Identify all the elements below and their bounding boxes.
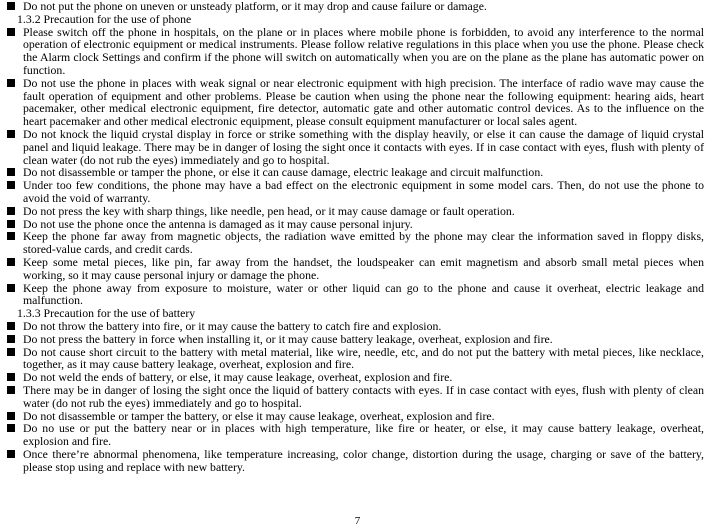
square-bullet-icon <box>7 28 15 36</box>
square-bullet-icon <box>7 130 15 138</box>
square-bullet-icon <box>7 232 15 240</box>
list-item: Please switch off the phone in hospitals, on the plane or in places where mobile phone is forbidden, to avoid any interference to the normal operation of electronic equipment or medical instruments. Please follow relative regulations in this place when you use the phone. Please check the Alarm clock Settings and confirm if the phone will switch on automatically when you are on the plane as the plane has automatic power on function. <box>3 26 704 77</box>
square-bullet-icon <box>7 424 15 432</box>
page-number: 7 <box>354 515 361 527</box>
list-item: Do not cause short circuit to the battery with metal material, like wire, needle, etc, and do not put the battery with metal pieces, like necklace, together, as it may cause battery leakage, overheat, explosion and fire. <box>3 346 704 372</box>
list-item: Do not press the battery in force when installing it, or it may cause battery leakage, overheat, explosion and fire. <box>3 333 704 346</box>
list-item: Keep some metal pieces, like pin, far away from the handset, the loudspeaker can emit magnetism and absorb small metal pieces when working, so it may cause personal injury or damage the phone. <box>3 256 704 282</box>
square-bullet-icon <box>7 79 15 87</box>
list-item: Do not throw the battery into fire, or it may cause the battery to catch fire and explosion. <box>3 320 704 333</box>
square-bullet-icon <box>7 207 15 215</box>
list-item: Do no use or put the battery near or in places with high temperature, like fire or heater, or else, it may cause battery leakage, overheat, explosion and fire. <box>3 422 704 448</box>
list-item: Do not knock the liquid crystal display in force or strike something with the display heavily, or else it can cause the damage of liquid crystal panel and liquid leakage. There may be in danger of losing the sight once it contacts with eyes. If in case contact with eyes, flush with plenty of clean water (do not rub the eyes) immediately and go to hospital. <box>3 128 704 166</box>
square-bullet-icon <box>7 168 15 176</box>
square-bullet-icon <box>7 450 15 458</box>
list-item: Under too few conditions, the phone may have a bad effect on the electronic equipment in some model cars. Then, do not use the phone to avoid the void of warranty. <box>3 179 704 205</box>
list-item: Do not disassemble or tamper the battery, or else it may cause leakage, overheat, explosion and fire. <box>3 410 704 423</box>
list-item: Once there’re abnormal phenomena, like temperature increasing, color change, distortion during the usage, charging or save of the battery, please stop using and replace with new battery. <box>3 448 704 474</box>
square-bullet-icon <box>7 348 15 356</box>
section-heading: 1.3.3 Precaution for the use of battery <box>17 306 196 321</box>
square-bullet-icon <box>7 373 15 381</box>
square-bullet-icon <box>7 258 15 266</box>
square-bullet-icon <box>7 412 15 420</box>
square-bullet-icon <box>7 220 15 228</box>
list-item: Do not press the key with sharp things, like needle, pen head, or it may cause damage or fault operation. <box>3 205 704 218</box>
list-item: Keep the phone away from exposure to moisture, water or other liquid can go to the phone and cause it overheat, electric leakage and malfunction. <box>3 282 704 308</box>
list-item: Do not put the phone on uneven or unsteady platform, or it may drop and cause failure or damage. <box>3 0 704 13</box>
list-item: Do not use the phone in places with weak signal or near electronic equipment with high precision. The interface of radio wave may cause the fault operation of equipment and other problems. Please be caution when using the phone near the following equipment: hearing aids, heart pacemaker, other medical electronic equipment, fire detector, automatic gate and other automatic control devices. As to the influence on the heart pacemaker and other medical electronic equipment, please consult equipment manufacturer or local sales agent. <box>3 77 704 128</box>
square-bullet-icon <box>7 335 15 343</box>
list-item: Do not weld the ends of battery, or else, it may cause leakage, overheat, explosion and fire. <box>3 371 704 384</box>
square-bullet-icon <box>7 322 15 330</box>
square-bullet-icon <box>7 386 15 394</box>
list-item: Do not disassemble or tamper the phone, or else it can cause damage, electric leakage and circuit malfunction. <box>3 166 704 179</box>
square-bullet-icon <box>7 2 15 10</box>
square-bullet-icon <box>7 284 15 292</box>
list-item: There may be in danger of losing the sight once the liquid of battery contacts with eyes. If in case contact with eyes, flush with plenty of clean water (do not rub the eyes) immediately and go to hospital. <box>3 384 704 410</box>
list-item: Keep the phone far away from magnetic objects, the radiation wave emitted by the phone may clear the information saved in floppy disks, stored-value cards, and credit cards. <box>3 230 704 256</box>
square-bullet-icon <box>7 181 15 189</box>
document-body <box>3 0 704 473</box>
list-item: Do not use the phone once the antenna is damaged as it may cause personal injury. <box>3 218 704 231</box>
section-heading: 1.3.2 Precaution for the use of phone <box>17 11 192 26</box>
